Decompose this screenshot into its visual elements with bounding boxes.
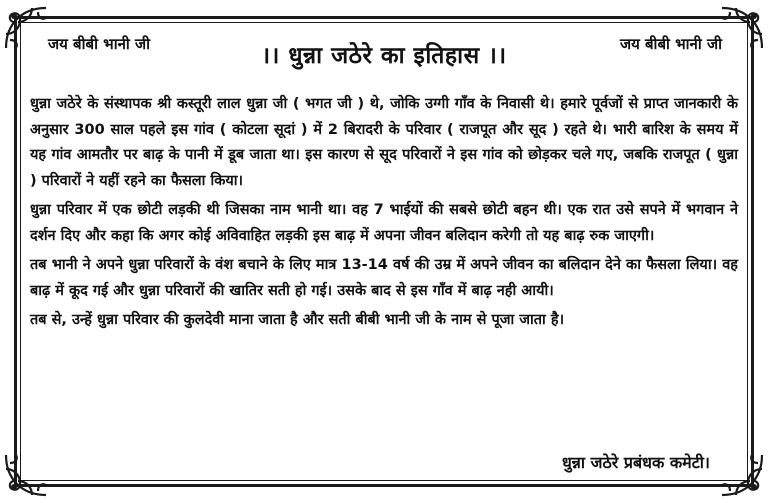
page-title: ।। धुन्ना जठेरे का इतिहास ।। (261, 43, 507, 69)
corner-ornament-icon (2, 451, 50, 499)
paragraph-kuldevi: तब से, उन्हें धुन्ना परिवार की कुलदेवी माना जाता है और सती बीबी भानी जी के नाम से पूजा जाता है। (30, 312, 565, 328)
paragraph-founder: धुन्ना जठेरे के संस्थापक श्री कस्तूरी लाल धुन्ना जी ( भगत जी ) थे, जोकि उग्गी गाँव के निवासी थे। हमारे पूर्वजों से प्राप्त जानकारी के अनुसार 300 साल पहले इस गांव ( कोटला सूदां ) में 2 बिरादरी के परिवार ( राजपूत और सूद ) रहते थे। भारी बारिश के समय में यह गांव आमतौर पर बाढ़ के पानी में डूब जाता था। इस कारण से सूद परिवारों ने इस गांव को छोड़कर चले गए, जबकि राजपूत ( धुन्ना ) परिवारों ने यहीं रहने का फैसला किया। (30, 96, 738, 189)
committee-signature: धुन्ना जठेरे प्रबंधक कमेटी। (561, 453, 710, 472)
history-body (30, 92, 738, 338)
paragraph-bhani-dream: धुन्ना परिवार में एक छोटी लड़की थी जिसका नाम भानी था। वह 7 भाईयों की सबसे छोटी बहन थी। एक रात उसे सपने में भगवान ने दर्शन दिए और कहा कि अगर कोई अविवाहित लड़की इस बाढ़ में अपना जीवन बलिदान करेगी तो यह बाढ़ रुक जाएगी। (30, 202, 738, 244)
greeting-right: जय बीबी भानी जी (619, 35, 722, 53)
paragraph-sacrifice: तब भानी ने अपने धुन्ना परिवारों के वंश बचाने के लिए मात्र 13-14 वर्ष की उम्र में अपने जीवन का बलिदान देने का फैसला लिया। वह बाढ़ में कूद गई और धुन्ना परिवारों की खातिर सती हो गई। उसके बाद से इस गाँव में बाढ़ नही आयी। (30, 257, 738, 299)
notice-header (0, 26, 768, 82)
corner-ornament-icon (718, 451, 766, 499)
greeting-left: जय बीबी भानी जी (48, 35, 151, 53)
